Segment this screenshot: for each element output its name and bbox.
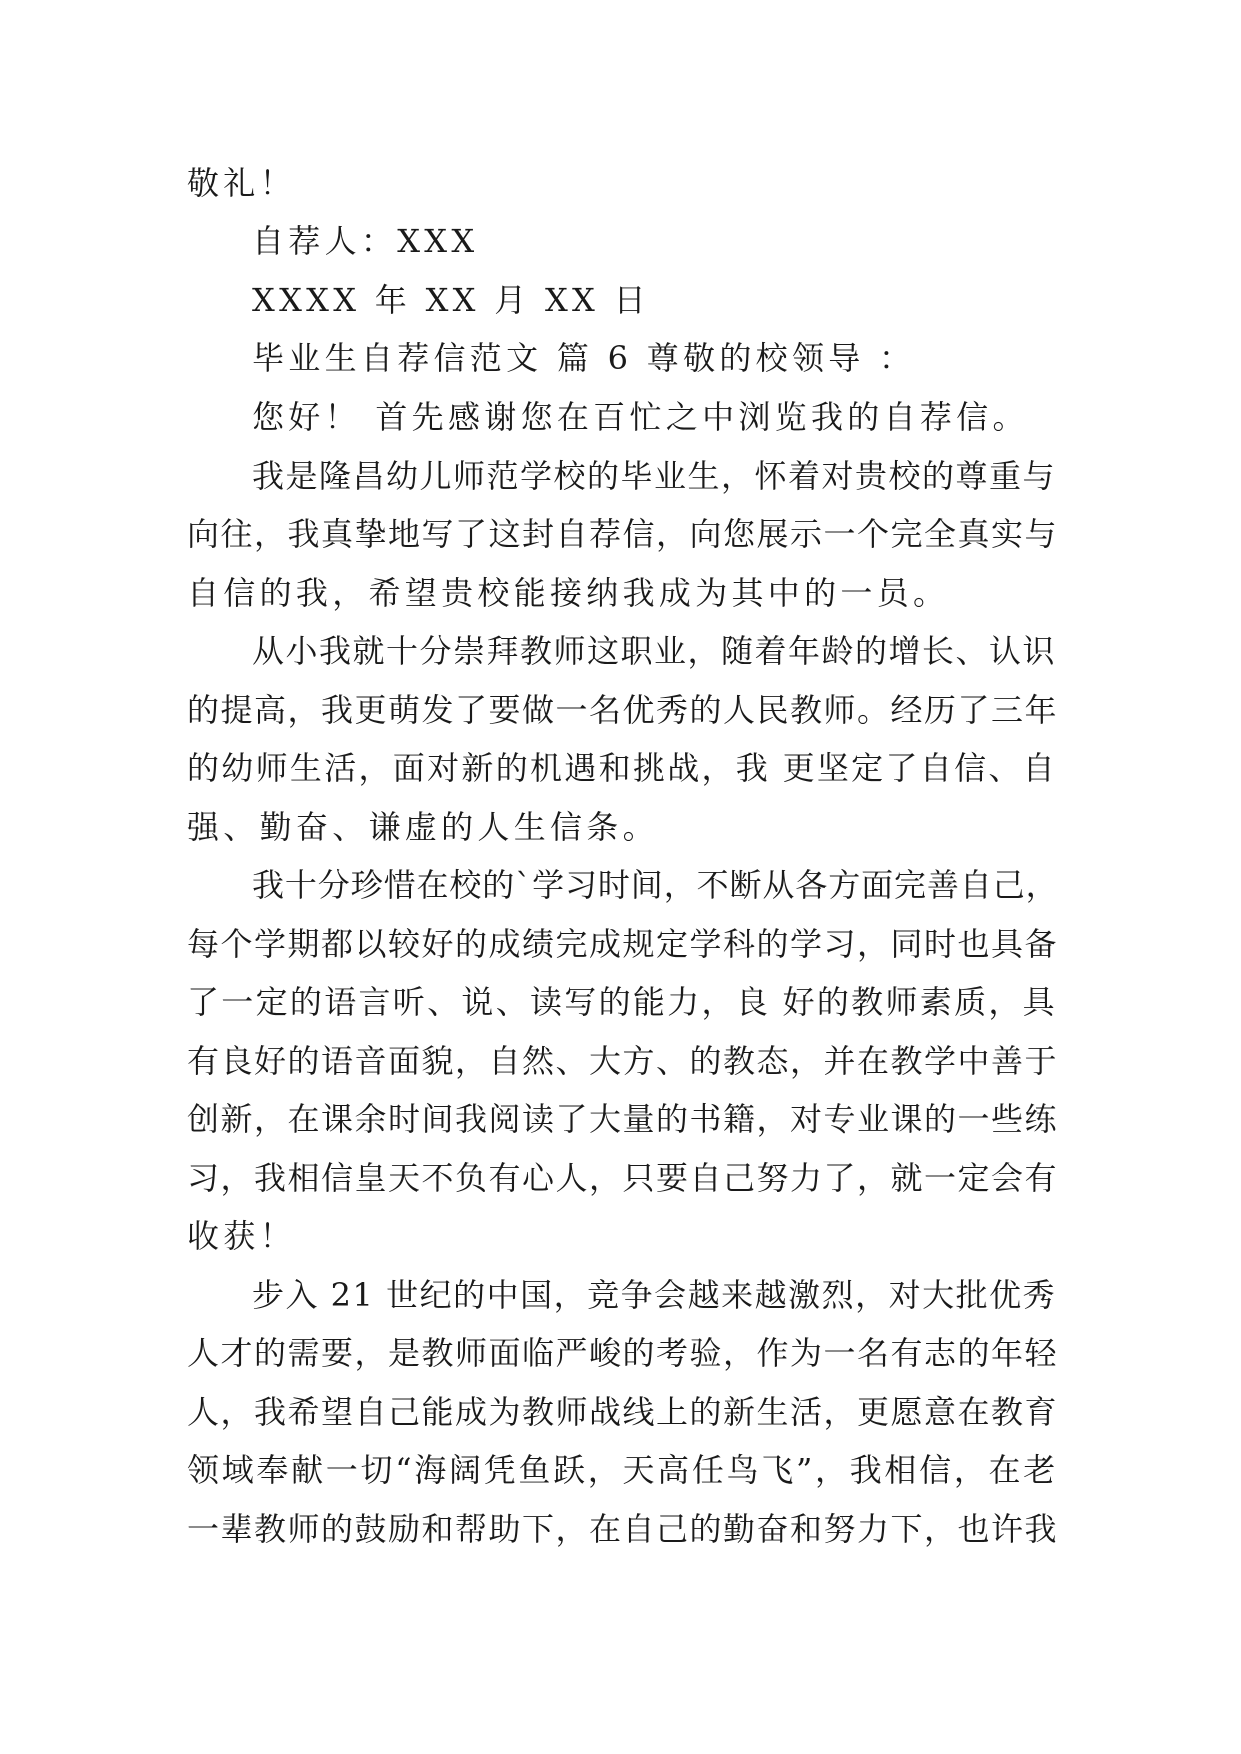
section-heading: 毕业生自荐信范文 篇 6 尊敬的校领导 ： <box>252 339 916 377</box>
paragraph-1-line-1: 我是隆昌幼儿师范学校的毕业生，怀着对贵校的尊重与 <box>252 457 1057 495</box>
paragraph-3-line-3: 了一定的语言听、说、读写的能力，良 好的教师素质，具 <box>187 983 1057 1021</box>
paragraph-3-line-2: 每个学期都以较好的成绩完成规定学科的学习，同时也具备 <box>187 925 1059 963</box>
paragraph-4-line-5: 一辈教师的鼓励和帮助下，在自己的勤奋和努力下，也许我 <box>187 1510 1059 1548</box>
paragraph-4-line-1: 步入 21 世纪的中国，竞争会越来越激烈，对大批优秀 <box>252 1276 1057 1314</box>
paragraph-3-line-7: 收获！ <box>187 1217 296 1255</box>
paragraph-3-line-6: 习，我相信皇天不负有心人，只要自己努力了，就一定会有 <box>187 1159 1059 1197</box>
paragraph-1-line-2: 向往，我真挚地写了这封自荐信，向您展示一个完全真实与 <box>187 515 1059 553</box>
paragraph-2-line-2: 的提高，我更萌发了要做一名优秀的人民教师。经历了三年 <box>187 691 1059 729</box>
closing-salutation: 敬礼！ <box>187 164 296 202</box>
paragraph-2-line-1: 从小我就十分崇拜教师这职业，随着年龄的增长、认识 <box>252 632 1057 670</box>
paragraph-1-line-3: 自信的我，希望贵校能接纳我成为其中的一员。 <box>187 574 950 612</box>
date-line: XXXX 年 XX 月 XX 日 <box>252 281 650 319</box>
paragraph-3-line-1: 我十分珍惜在校的`学习时间，不断从各方面完善自己， <box>252 866 1059 904</box>
paragraph-2-line-3: 的幼师生活，面对新的机遇和挑战，我 更坚定了自信、自 <box>187 749 1057 787</box>
paragraph-2-line-4: 强、勤奋、谦虚的人生信条。 <box>187 808 659 846</box>
paragraph-4-line-2: 人才的需要，是教师面临严峻的考验，作为一名有志的年轻 <box>187 1334 1059 1372</box>
paragraph-3-line-5: 创新，在课余时间我阅读了大量的书籍，对专业课的一些练 <box>187 1100 1059 1138</box>
paragraph-4-line-4: 领域奉献一切“海阔凭鱼跃，天高任鸟飞”，我相信，在老 <box>187 1451 1058 1489</box>
paragraph-3-line-4: 有良好的语音面貌，自然、大方、的教态，并在教学中善于 <box>187 1042 1059 1080</box>
paragraph-4-line-3: 人，我希望自己能成为教师战线上的新生活，更愿意在教育 <box>187 1393 1059 1431</box>
signature-line: 自荐人：XXX <box>252 222 479 260</box>
greeting-line: 您好！ 首先感谢您在百忙之中浏览我的自荐信。 <box>252 398 1029 436</box>
